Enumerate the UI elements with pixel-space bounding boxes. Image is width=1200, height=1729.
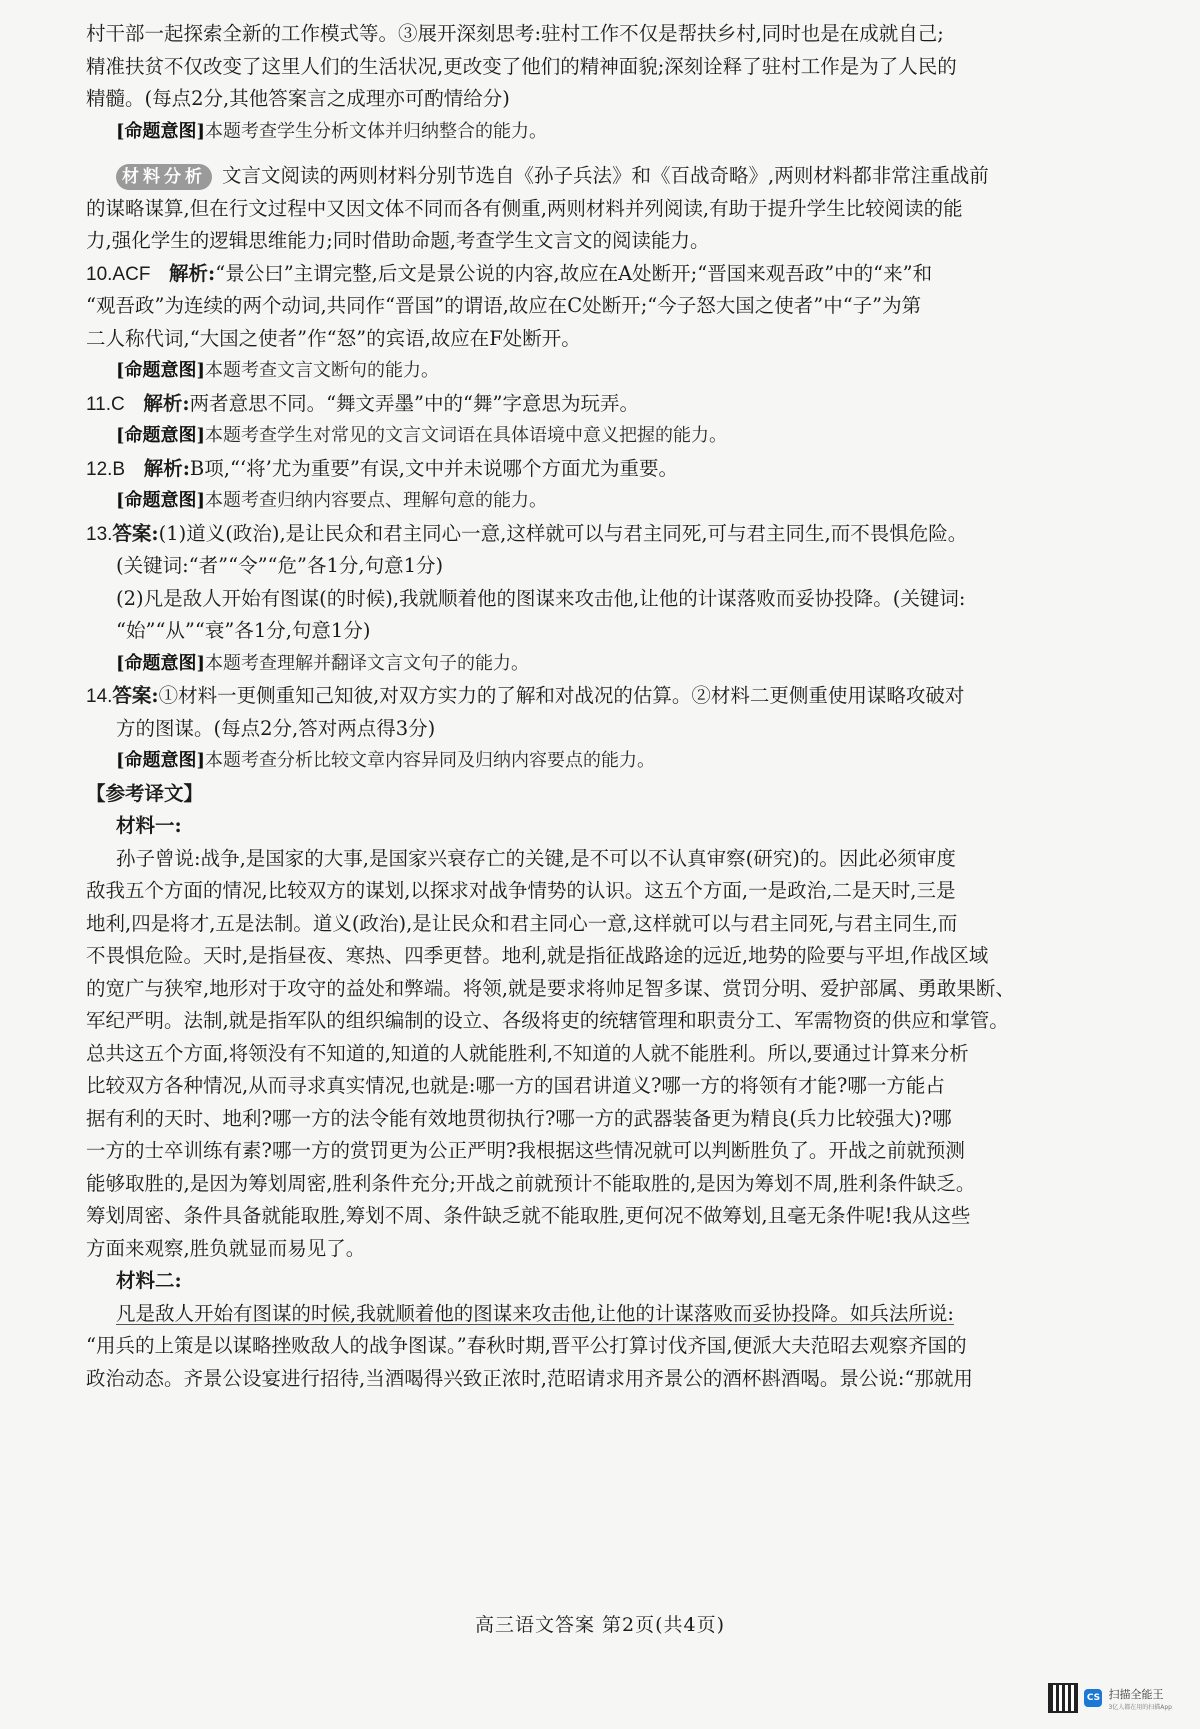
question-11 [86,388,1126,421]
q14-num: 14. [86,686,113,707]
intent-tag: [命题意图] [116,652,206,674]
body-line: (关键词:“者”“令”“危”各1分,句意1分) [116,554,444,577]
analysis-line: 力,强化学生的逻辑思维能力;同时借助命题,考查学生文言文的阅读能力。 [86,229,710,252]
qr-code-icon [1048,1683,1078,1713]
intent-tag: [命题意图] [116,360,206,381]
q11-label: 解析: [143,391,190,415]
question-14 [86,680,1126,713]
intent-text: 本题考查分析比较文章内容异同及归纳内容要点的能力。 [205,750,656,771]
watermark-text [1108,1686,1172,1711]
question-10 [86,258,1126,291]
translation-line: 不畏惧危险。天时,是指昼夜、寒热、四季更替。地利,就是指征战路途的远近,地势的险要与平坦,作战区域 [86,944,989,967]
intent-tag: [命题意图] [116,120,206,142]
translation-line: 一方的士卒训练有素?哪一方的赏罚更为公正严明?我根据这些情况就可以判断胜负了。开战之前就预测 [86,1139,965,1162]
question-12 [86,453,1126,486]
q12-label: 解析: [143,456,190,480]
body-line: 精髓。(每点2分,其他答案言之成理亦可酌情给分) [86,87,510,110]
translation-line: 能够取胜的,是因为筹划周密,胜利条件充分;开战之前就预计不能取胜的,是因为筹划不周,胜利条件缺乏。 [86,1171,976,1195]
analysis-line: 的谋略谋算,但在行文过程中又因文体不同而各有侧重,两则材料并列阅读,有助于提升学生比较阅读的能 [86,196,963,220]
page-content [86,18,1126,1395]
q14-label: 答案: [112,684,159,707]
analysis-text: 文言文阅读的两则材料分别节选自《孙子兵法》和《百战奇略》,两则材料都非常注重战前 [222,164,989,187]
translation-line: 孙子曾说:战争,是国家的大事,是国家兴衰存亡的关键,是不可以不认真审察(研究)的。因此必须审度 [116,846,956,870]
intent-line [86,745,1126,778]
translation-line: 地利,四是将才,五是法制。道义(政治),是让民众和君主同心一意,这样就可以与君主同死,与君主同生,而 [86,911,958,935]
body-line: “始”“从”“衰”各1分,句意1分) [116,619,371,642]
material-2-title: 材料二: [116,1269,182,1292]
q13-text: (1)道义(政治),是让民众和君主同心一意,这样就可以与君主同死,可与君主同生,而不畏惧危险。 [158,521,968,545]
body-line: 精准扶贫不仅改变了这里人们的生活状况,更改变了他们的精神面貌;深刻诠释了驻村工作是为了人民的 [86,54,957,78]
intent-line [86,355,1126,388]
q13-label: 答案: [112,521,159,545]
q12-num: 12. [86,458,113,480]
camscanner-logo-icon: CS [1084,1689,1102,1707]
body-line: 方的图谋。(每点2分,答对两点得3分) [116,716,436,740]
translation-line: 的宽广与狭窄,地形对于攻守的益处和弊端。将领,就是要求将帅足智多谋、赏罚分明、爱护部属、勇敢果断、 [86,976,1015,1000]
translation-line: 总共这五个方面,将领没有不知道的,知道的人就能胜利,不知道的人就不能胜利。所以,要通过计算来分析 [86,1041,969,1065]
analysis-line [86,160,1126,193]
q10-num: 10. [86,263,113,285]
translation-line: 比较双方各种情况,从而寻求真实情况,也就是:哪一方的国君讲道义?哪一方的将领有才能?哪一方能占 [86,1074,945,1097]
intent-tag: [命题意图] [116,425,206,446]
q10-text: “景公曰”主谓完整,后文是景公说的内容,故应在A处断开;“晋国来观吾政”中的“来”和 [215,261,933,285]
intent-tag: [命题意图] [116,750,206,771]
body-line: (2)凡是敌人开始有图谋(的时候),我就顺着他的图谋来攻击他,让他的计谋落败而妥协投降。(关键词: [116,586,966,610]
translation-line: “用兵的上策是以谋略挫败敌人的战争图谋。”春秋时期,晋平公打算讨伐齐国,便派大夫范昭去观察齐国的 [86,1334,967,1357]
intent-text: 本题考查学生分析文体并归纳整合的能力。 [205,120,548,142]
translation-line: 凡是敌人开始有图谋的时候,我就顺着他的图谋来攻击他,让他的计谋落败而妥协投降。如兵法所说: [116,1301,954,1325]
translation-heading: 【参考译文】 [86,781,204,805]
page-footer: 高三语文答案 第2页(共4页) [474,1614,726,1636]
q11-text: 两者意思不同。“舞文弄墨”中的“舞”字意思为玩弄。 [189,391,639,415]
spacer [86,148,1126,160]
body-line: 村干部一起探索全新的工作模式等。③展开深刻思考:驻村工作不仅是帮扶乡村,同时也是在成就自己; [86,22,944,45]
material-1-title: 材料一: [116,814,182,837]
analysis-badge: 材料分析 [116,164,212,190]
intent-text: 本题考查归纳内容要点、理解句意的能力。 [205,490,548,511]
intent-line [86,485,1126,518]
q10-label: 解析: [169,261,216,285]
watermark-sub: 3亿人都在用的扫描App [1108,1703,1172,1711]
q12-answer: B [112,458,126,480]
translation-line: 据有利的天时、地利?哪一方的法令能有效地贯彻执行?哪一方的武器装备更为精良(兵力比较强大)?哪 [86,1106,952,1130]
q10-answer: ACF [112,263,151,285]
q14-text: ①材料一更侧重知己知彼,对双方实力的了解和对战况的估算。②材料二更侧重使用谋略攻破对 [158,684,965,707]
intent-text: 本题考查文言文断句的能力。 [205,360,440,381]
intent-line [86,648,1126,681]
intent-line [86,420,1126,453]
scanner-watermark [1048,1681,1172,1715]
q12-text: B项,“‘将’尤为重要”有误,文中并未说哪个方面尤为重要。 [189,456,678,480]
translation-line: 筹划周密、条件具备就能取胜,筹划不周、条件缺乏就不能取胜,更何况不做筹划,且毫无条件呢!我从这些 [86,1204,971,1227]
translation-line: 军纪严明。法制,就是指军队的组织编制的设立、各级将吏的统辖管理和职责分工、军需物资的供应和掌管。 [86,1009,1009,1032]
translation-line: 政治动态。齐景公设宴进行招待,当酒喝得兴致正浓时,范昭请求用齐景公的酒杯斟酒喝。景公说:“那就用 [86,1366,973,1390]
translation-line: 敌我五个方面的情况,比较双方的谋划,以探求对战争情势的认识。这五个方面,一是政治,二是天时,三是 [86,879,956,902]
translation-line: 方面来观察,胜负就显而易见了。 [86,1236,366,1260]
question-13 [86,518,1126,551]
q11-answer: C [111,393,125,415]
intent-text: 本题考查理解并翻译文言文句子的能力。 [205,652,530,674]
body-line: 二人称代词,“大国之使者”作“怒”的宾语,故应在F处断开。 [86,326,581,350]
q11-num: 11. [86,393,112,415]
body-line: “观吾政”为连续的两个动词,共同作“晋国”的谓语,故应在C处断开;“今子怒大国之使者”中“子”为第 [86,294,922,317]
q13-num: 13. [86,523,113,545]
intent-line [86,116,1126,149]
intent-text: 本题考查学生对常见的文言文词语在具体语境中意义把握的能力。 [205,425,728,446]
intent-tag: [命题意图] [116,490,206,511]
watermark-name: 扫描全能王 [1108,1687,1164,1701]
